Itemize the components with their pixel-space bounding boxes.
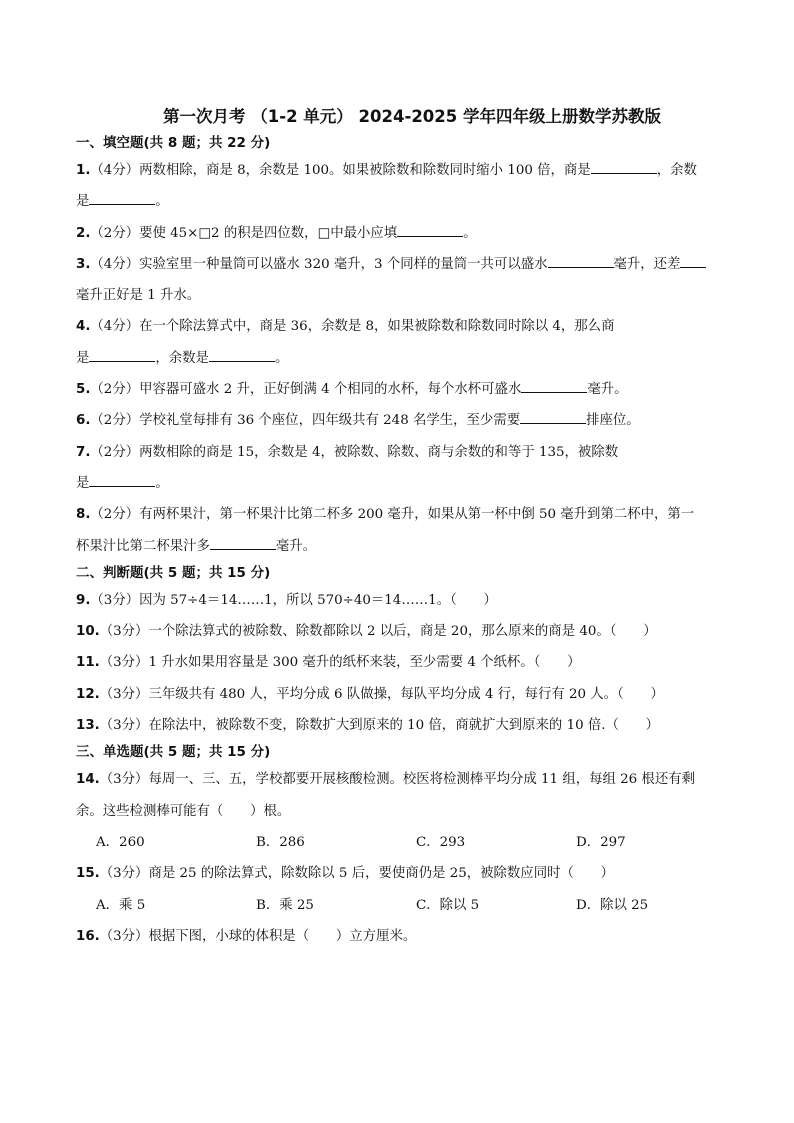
question-text: 因为 57÷4＝14……1，所以 570÷40＝14……1。（ ） — [139, 592, 497, 608]
question-points: （3分） — [99, 928, 149, 944]
question-points: （2分） — [90, 507, 140, 523]
question-points: （4分） — [90, 256, 140, 272]
question-text: 一个除法算式的被除数、除数都除以 2 以后，商是 20，那么原来的商是 40。（ ） — [148, 624, 657, 640]
question-text: 。 — [274, 350, 289, 366]
question-number: 5. — [76, 382, 91, 398]
option-b[interactable]: B．286 — [256, 834, 305, 850]
question-text: 杯果汁比第二杯果汁多 — [76, 538, 210, 554]
question-points: （3分） — [99, 772, 149, 788]
question-points: （4分） — [90, 163, 140, 178]
question-text: 排座位。 — [586, 413, 640, 429]
answer-blank[interactable] — [210, 535, 276, 550]
question-text: 。 — [155, 475, 169, 491]
question-text: 三年级共有 480 人，平均分成 6 队做操，每队平均分成 4 行，每行有 20 人。（ ） — [148, 686, 664, 702]
question-points: （3分） — [99, 655, 149, 671]
question-8 — [76, 499, 748, 562]
question-text: ，余数 — [656, 163, 697, 178]
question-points: （2分） — [90, 225, 140, 241]
question-3 — [76, 249, 748, 312]
question-text: 余。这些检测棒可能有（ ）根。 — [76, 803, 291, 819]
option-c[interactable]: C．293 — [416, 834, 466, 850]
question-1 — [76, 155, 748, 218]
question-12 — [76, 679, 748, 710]
question-number: 12. — [76, 686, 100, 702]
question-4 — [76, 311, 748, 374]
question-11 — [76, 647, 748, 678]
page-title: 第一次月考 （1-2 单元） 2024-2025 学年四年级上册数学苏教版 — [163, 107, 661, 126]
question-5 — [76, 374, 748, 405]
option-d[interactable]: D．除以 25 — [576, 897, 649, 913]
section-true-false-header: 二、判断题(共 5 题；共 15 分) — [76, 564, 271, 581]
question-text: 实验室里一种量筒可以盛水 320 毫升，3 个同样的量筒一共可以盛水 — [139, 256, 548, 272]
question-text: 毫升。 — [275, 538, 317, 554]
question-points: （3分） — [99, 686, 149, 702]
question-number: 6. — [76, 413, 91, 429]
question-points: （4分） — [90, 319, 140, 335]
section-single-choice-header: 三、单选题(共 5 题；共 15 分) — [76, 744, 271, 761]
question-9 — [76, 585, 748, 616]
question-points: （3分） — [99, 866, 149, 882]
question-14 — [76, 764, 748, 827]
question-text: 是 — [76, 350, 90, 366]
answer-blank[interactable] — [209, 347, 275, 362]
answer-blank[interactable] — [548, 253, 614, 268]
question-10 — [76, 616, 748, 647]
question-2 — [76, 218, 748, 249]
question-number: 1. — [76, 163, 91, 178]
question-text: 毫升。 — [587, 382, 628, 398]
option-a[interactable]: A．乘 5 — [96, 897, 146, 913]
question-number: 7. — [76, 444, 91, 460]
question-15-options — [76, 890, 748, 921]
question-points: （2分） — [90, 382, 140, 398]
question-text: 是 — [76, 475, 90, 491]
question-number: 16. — [76, 928, 100, 944]
question-points: （3分） — [90, 592, 140, 608]
question-number: 13. — [76, 718, 100, 734]
section-fill-blank-header: 一、填空题(共 8 题；共 22 分) — [76, 135, 271, 151]
question-text: 商是 25 的除法算式，除数除以 5 后，要使商仍是 25，被除数应同时（ ） — [148, 866, 615, 882]
question-number: 2. — [76, 225, 91, 241]
answer-blank[interactable] — [89, 347, 155, 362]
question-7 — [76, 437, 748, 500]
question-text: 。 — [463, 225, 477, 241]
answer-blank[interactable] — [89, 472, 155, 487]
answer-blank[interactable] — [397, 222, 463, 237]
question-number: 8. — [76, 507, 91, 523]
question-text: 有两杯果汁，第一杯果汁比第二杯多 200 毫升，如果从第一杯中倒 50 毫升到第二杯中，第一 — [139, 507, 695, 523]
question-text: 两数相除，商是 8，余数是 100。如果被除数和除数同时缩小 100 倍，商是 — [139, 163, 591, 178]
question-text: 在一个除法算式中，商是 36，余数是 8，如果被除数和除数同时除以 4，那么商 — [139, 319, 615, 335]
answer-blank[interactable] — [680, 253, 706, 268]
question-text: 每周一、三、五，学校都要开展核酸检测。校医将检测棒平均分成 11 组，每组 26 根还有剩 — [148, 772, 695, 788]
question-text: 在除法中，被除数不变，除数扩大到原来的 10 倍，商就扩大到原来的 10 倍.（ ） — [148, 718, 660, 734]
question-points: （3分） — [99, 624, 149, 640]
question-13 — [76, 710, 748, 741]
question-text: 学校礼堂每排有 36 个座位，四年级共有 248 名学生，至少需要 — [139, 413, 521, 429]
answer-blank[interactable] — [89, 190, 155, 205]
question-16 — [76, 921, 748, 952]
question-number: 3. — [76, 256, 91, 272]
option-c[interactable]: C．除以 5 — [416, 897, 480, 913]
option-b[interactable]: B．乘 25 — [256, 897, 314, 913]
question-text: 毫升，还差 — [613, 256, 681, 272]
question-text: 是 — [76, 194, 90, 210]
question-number: 10. — [76, 624, 100, 640]
question-text: 要使 45×□2 的积是四位数，□中最小应填 — [139, 225, 398, 241]
option-d[interactable]: D．297 — [576, 834, 626, 850]
question-text: 两数相除的商是 15，余数是 4，被除数、除数、商与余数的和等于 135，被除数 — [139, 444, 619, 460]
question-6 — [76, 405, 748, 436]
question-14-options — [76, 827, 748, 858]
answer-blank[interactable] — [521, 378, 587, 393]
answer-blank[interactable] — [520, 409, 586, 424]
question-number: 15. — [76, 866, 100, 882]
question-text: 1 升水如果用容量是 300 毫升的纸杯来装，至少需要 4 个纸杯。（ ） — [148, 655, 581, 671]
question-number: 9. — [76, 592, 91, 608]
question-points: （2分） — [90, 413, 140, 429]
option-a[interactable]: A．260 — [96, 834, 145, 850]
question-points: （2分） — [90, 444, 140, 460]
question-number: 4. — [76, 319, 91, 335]
question-text: 。 — [155, 194, 169, 210]
question-number: 11. — [76, 655, 100, 671]
question-text: 甲容器可盛水 2 升，正好倒满 4 个相同的水杯，每个水杯可盛水 — [139, 382, 522, 398]
question-text: 根据下图，小球的体积是（ ）立方厘米。 — [148, 928, 417, 944]
question-15 — [76, 858, 748, 889]
question-text: 毫升正好是 1 升水。 — [76, 288, 201, 304]
answer-blank[interactable] — [591, 159, 657, 174]
question-points: （3分） — [99, 718, 149, 734]
question-number: 14. — [76, 772, 100, 788]
question-text: ，余数是 — [155, 350, 209, 366]
